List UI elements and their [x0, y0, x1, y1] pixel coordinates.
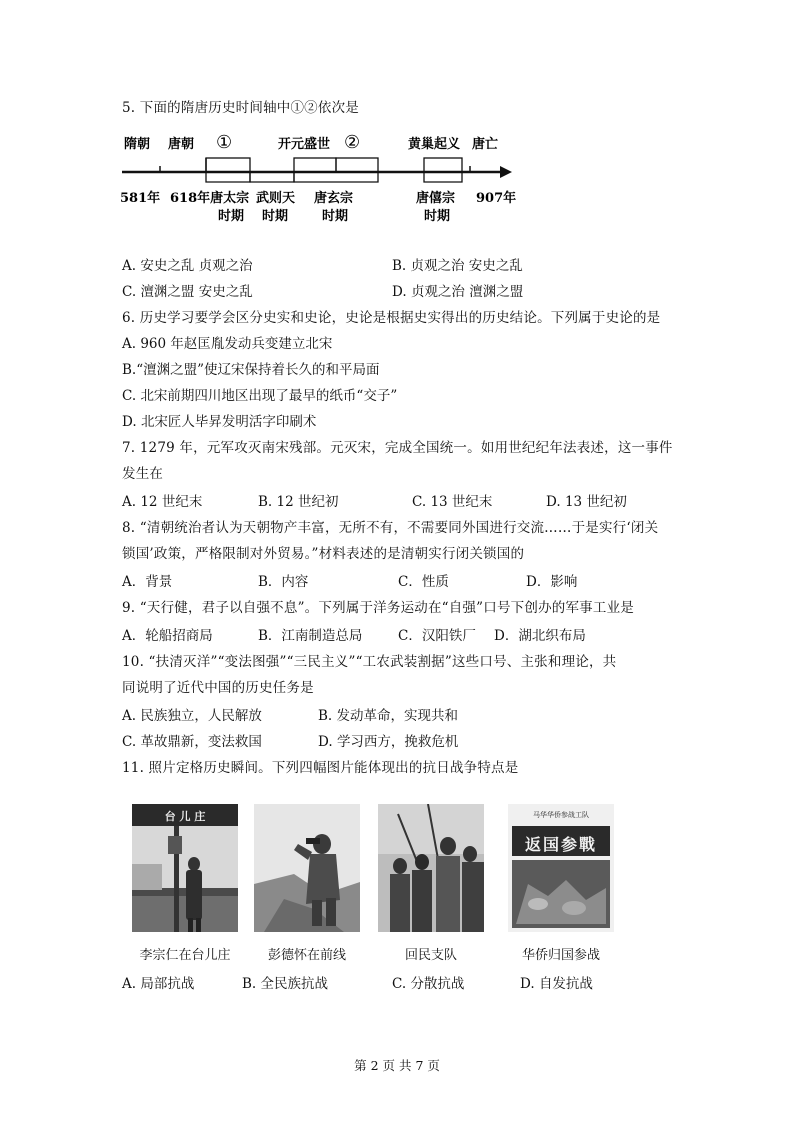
- timeline-label-huangchao: 黄巢起义: [408, 137, 461, 152]
- q6-option-a: A. 960 年赵匡胤发动兵变建立北宋: [122, 336, 333, 352]
- timeline-label-period-3: 时期: [322, 209, 349, 224]
- poster-header-text: 马华华侨参战工队: [533, 811, 589, 819]
- timeline-label-618-taizong: 618年唐太宗: [170, 191, 250, 206]
- q9-stem: 9. “天行健，君子以自强不息”。下列属于洋务运动在“自强”口号下创办的军事工业是: [122, 600, 634, 616]
- q6-stem: 6. 历史学习要学会区分史实和史论，史论是根据史实得出的历史结论。下列属于史论的是: [122, 310, 661, 326]
- q11-option-b: B. 全民族抗战: [242, 976, 329, 992]
- q10-option-b: B. 发动革命，实现共和: [318, 708, 459, 724]
- photo-caption-1: 李宗仁在台儿庄: [139, 948, 231, 963]
- q5-option-a: A. 安史之乱 贞观之治: [122, 258, 253, 274]
- q7-option-b: B. 12 世纪初: [258, 494, 339, 510]
- q11-option-c: C. 分散抗战: [392, 976, 465, 992]
- q10-option-a: A. 民族独立，人民解放: [122, 708, 262, 724]
- q8-stem-line1: 8. “清朝统治者认为天朝物产丰富，无所不有，不需要同外国进行交流……于是实行‘闭关: [122, 520, 659, 536]
- q7-stem-line1: 7. 1279 年，元军攻灭南宋残部。元灭宋，完成全国统一。如用世纪纪年法表述，这一事件: [122, 440, 673, 456]
- q5-option-c: C. 澶渊之盟 安史之乱: [122, 284, 253, 300]
- photo-li-zongren: [132, 804, 238, 932]
- q9-option-d: D．湖北织布局: [494, 628, 586, 644]
- q10-stem-line1: 10. “扶清灭洋”“变法图强”“三民主义”“工农武装割据”这些口号、主张和理论，共: [122, 654, 617, 670]
- timeline-label-581: 581年: [120, 191, 161, 206]
- q9-option-c: C．汉阳铁厂: [398, 628, 476, 644]
- timeline-label-tangwang: 唐亡: [472, 137, 499, 152]
- photo-sign-text: 台 儿 庄: [164, 810, 206, 823]
- timeline-label-xizong: 唐僖宗: [416, 191, 456, 206]
- bracket-wuzetian: [250, 172, 294, 182]
- timeline-label-period-1: 时期: [218, 209, 245, 224]
- photo-caption-4: 华侨归国参战: [521, 948, 600, 963]
- q5-option-d: D. 贞观之治 澶渊之盟: [392, 284, 524, 300]
- q10-option-d: D. 学习西方，挽救危机: [318, 734, 459, 750]
- q6-option-c: C. 北宋前期四川地区出现了最早的纸币“交子”: [122, 388, 398, 404]
- q11-option-a: A. 局部抗战: [122, 976, 195, 992]
- page-footer: 第 2 页 共 7 页: [354, 1058, 440, 1073]
- q11-stem: 11. 照片定格历史瞬间。下列四幅图片能体现出的抗日战争特点是: [122, 760, 519, 776]
- photo-hui-detachment: [378, 804, 484, 932]
- timeline-label-sui: 隋朝: [124, 137, 151, 152]
- q8-stem-line2: 锁国’政策，严格限制对外贸易。”材料表述的是清朝实行闭关锁国的: [122, 546, 525, 562]
- period-box-3: [336, 158, 378, 172]
- q5-option-b: B. 贞观之治 安史之乱: [392, 258, 523, 274]
- tang-timeline-diagram: [0, 0, 794, 240]
- q8-option-a: A．背景: [122, 574, 173, 590]
- timeline-label-period-2: 时期: [262, 209, 289, 224]
- q7-option-a: A. 12 世纪末: [122, 494, 203, 510]
- q9-option-a: A．轮船招商局: [122, 628, 213, 644]
- period-box-4: [424, 158, 462, 172]
- q10-option-c: C. 革故鼎新，变法救国: [122, 734, 262, 750]
- q8-option-c: C．性质: [398, 574, 449, 590]
- q8-option-d: D．影响: [526, 574, 578, 590]
- q6-option-b: B.“澶渊之盟”使辽宋保持着长久的和平局面: [122, 362, 380, 378]
- q9-option-b: B．江南制造总局: [258, 628, 363, 644]
- q7-stem-line2: 发生在: [122, 466, 164, 482]
- q5-stem: 5. 下面的隋唐历史时间轴中①②依次是: [122, 100, 359, 116]
- bracket-taizong: [206, 172, 250, 182]
- q10-stem-line2: 同说明了近代中国的历史任务是: [122, 680, 314, 696]
- poster-title-text: 返国参戰: [524, 835, 597, 854]
- bracket-xizong: [424, 172, 462, 182]
- q7-option-d: D. 13 世纪初: [546, 494, 627, 510]
- bracket-xuanzong: [294, 172, 378, 182]
- period-box-2: [294, 158, 336, 172]
- timeline-label-blank-2: ②: [344, 132, 361, 153]
- photo-peng-dehuai: [254, 804, 360, 932]
- q7-option-c: C. 13 世纪末: [412, 494, 493, 510]
- timeline-label-period-4: 时期: [424, 209, 451, 224]
- timeline-label-xuanzong: 唐玄宗: [314, 191, 354, 206]
- timeline-arrow-icon: [500, 166, 512, 178]
- q8-option-b: B．内容: [258, 574, 309, 590]
- timeline-label-blank-1: ①: [216, 132, 233, 153]
- timeline-label-kaiyuan: 开元盛世: [278, 137, 331, 152]
- timeline-label-907: 907年: [476, 191, 517, 206]
- q11-option-d: D. 自发抗战: [520, 976, 593, 992]
- photo-overseas-chinese: [508, 804, 614, 932]
- timeline-label-wuzetian: 武则天: [256, 191, 296, 206]
- period-box-1: [206, 158, 250, 172]
- photo-caption-3: 回民支队: [404, 948, 457, 963]
- photo-caption-2: 彭德怀在前线: [267, 948, 346, 963]
- timeline-label-tang: 唐朝: [168, 137, 195, 152]
- q6-option-d: D. 北宋匠人毕昇发明活字印刷术: [122, 414, 317, 430]
